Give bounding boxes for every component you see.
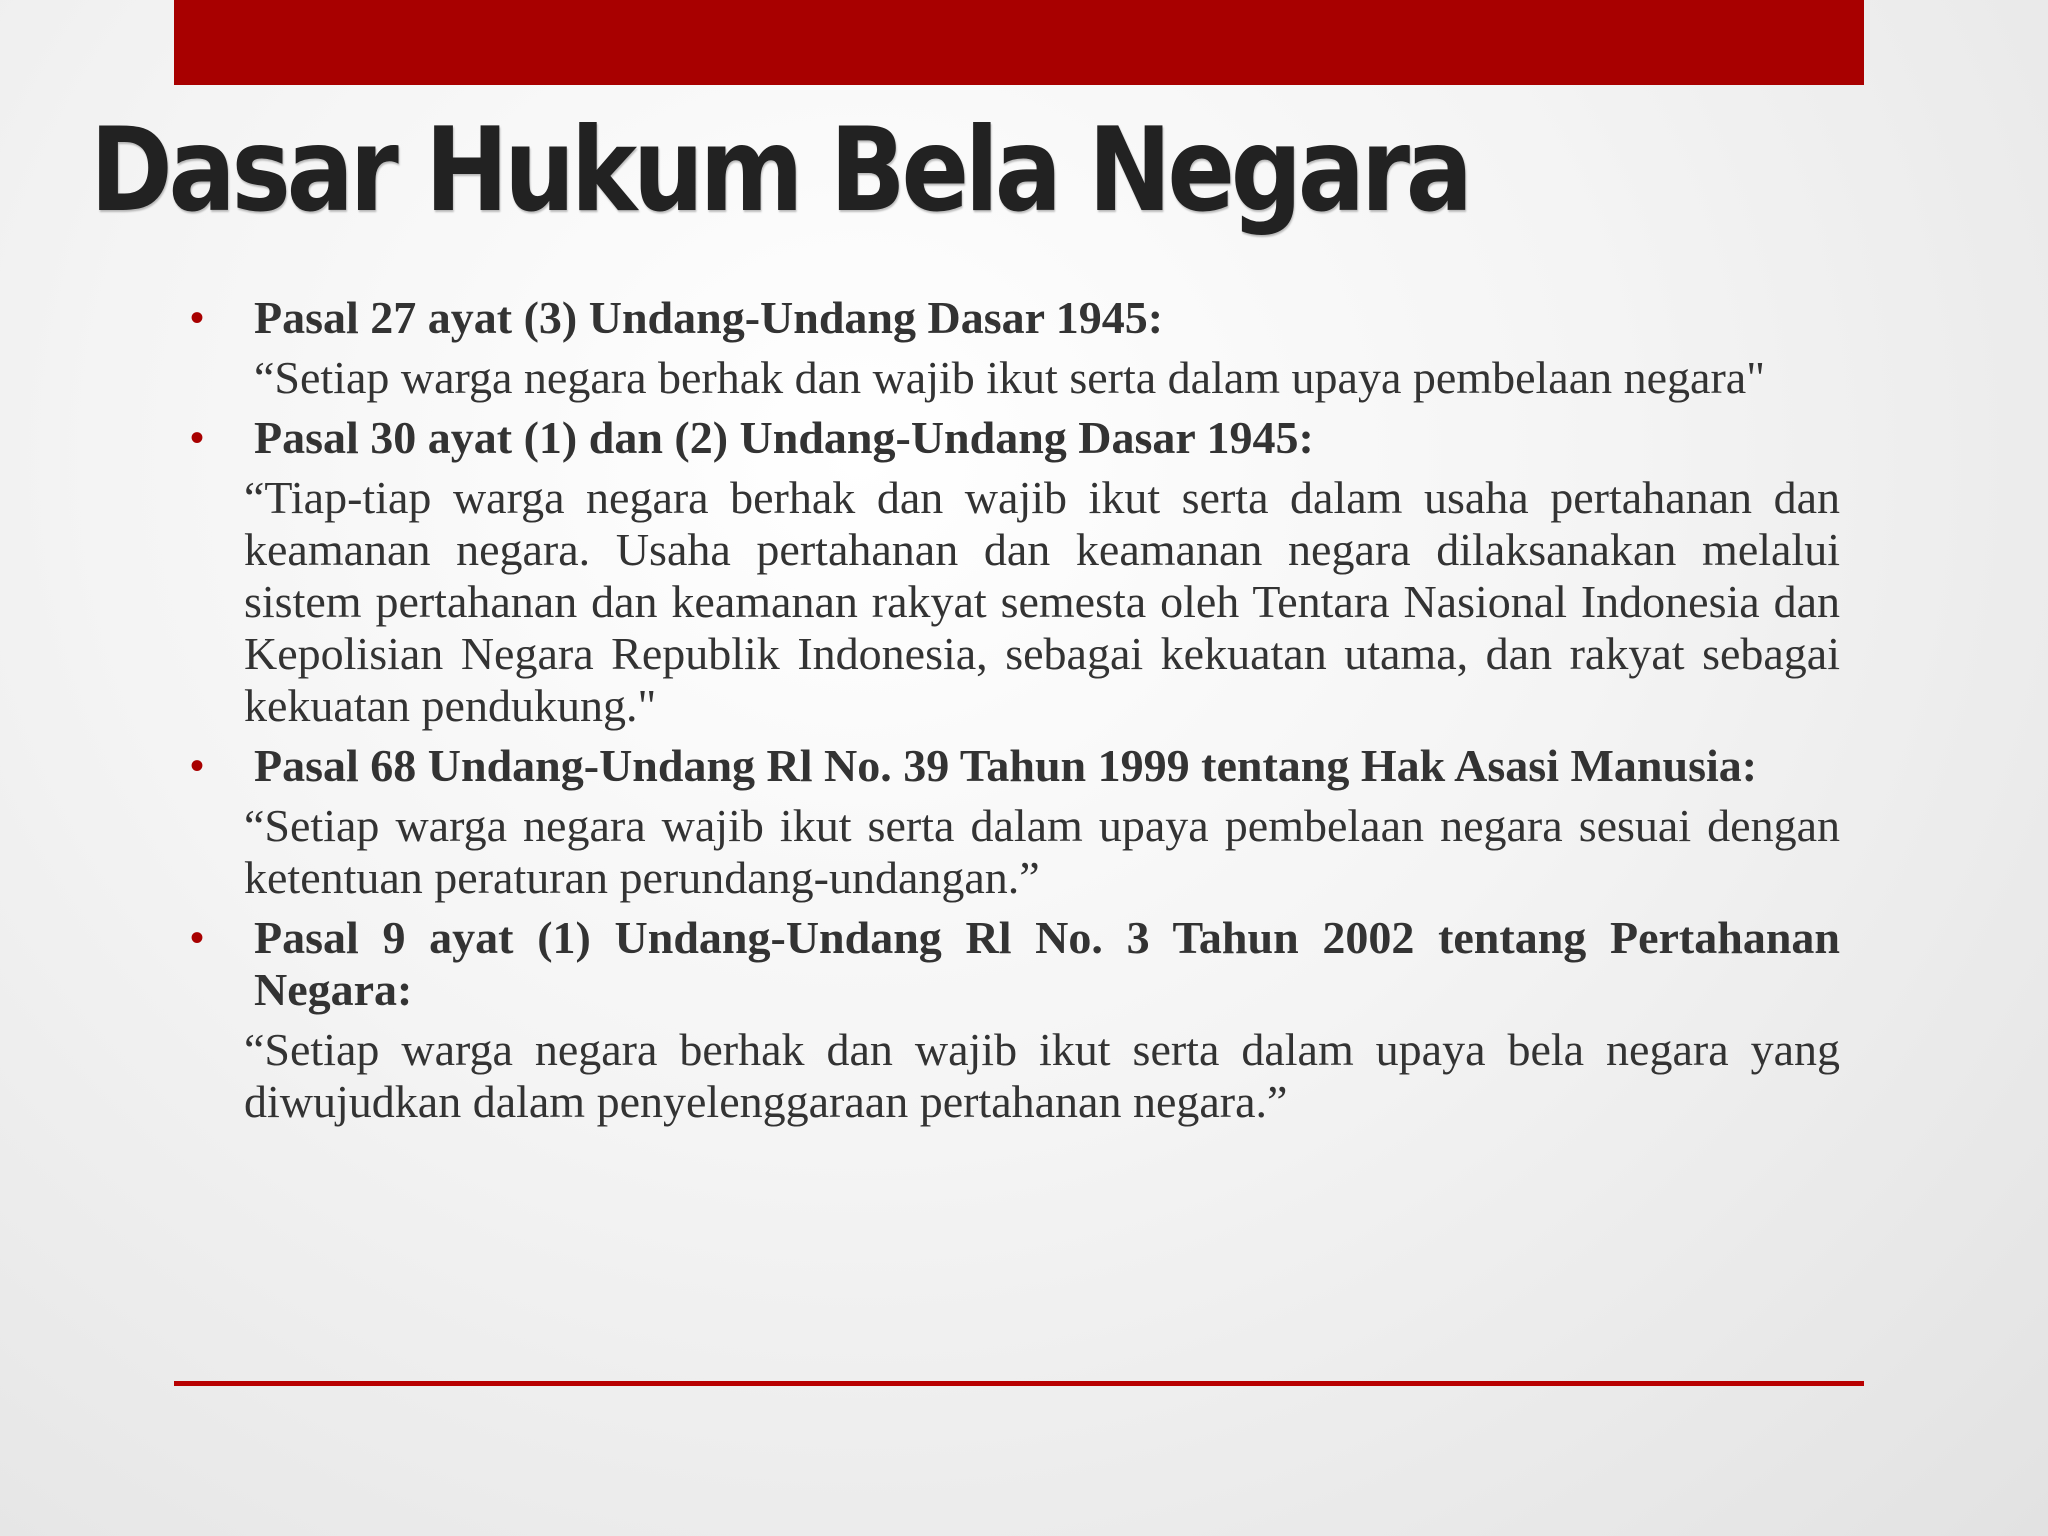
- bullet-heading-text: Pasal 68 Undang-Undang Rl No. 39 Tahun 1999 tentang Hak Asasi Manusia:: [254, 740, 1758, 791]
- list-item: [190, 292, 1840, 404]
- list-item: [190, 740, 1840, 904]
- bullet-quote: “Setiap warga negara berhak dan wajib ikut serta dalam upaya pembelaan negara": [254, 352, 1765, 403]
- bullet-heading: [190, 912, 1840, 1016]
- list-item: [190, 912, 1840, 1128]
- bullet-quote: “Tiap-tiap warga negara berhak dan wajib ikut serta dalam usaha pertahanan dan keamanan negara. Usaha pertahanan dan keamanan negara dilaksanakan melalui sistem pertahanan dan keamanan rakyat semesta oleh Tentara Nasional Indonesia dan Kepolisian Negara Republik Indonesia, sebagai kekuatan utama, dan rakyat sebagai kekuatan pendukung.": [244, 472, 1840, 731]
- bullet-icon: •: [190, 743, 205, 788]
- bullet-heading: [190, 292, 1840, 344]
- slide-content: [190, 292, 1840, 1128]
- top-accent-bar: [174, 0, 1864, 85]
- bullet-heading-text: Pasal 30 ayat (1) dan (2) Undang-Undang Dasar 1945:: [254, 412, 1314, 463]
- bullet-quote: “Setiap warga negara berhak dan wajib ikut serta dalam upaya bela negara yang diwujudkan dalam penyelenggaraan pertahanan negara.”: [244, 1024, 1840, 1127]
- bullet-quote: “Setiap warga negara wajib ikut serta dalam upaya pembelaan negara sesuai dengan ketentuan peraturan perundang-undangan.”: [244, 800, 1840, 903]
- bullet-heading: [190, 740, 1840, 792]
- slide-title: Dasar Hukum Bela Negara: [90, 103, 1469, 238]
- list-item: [190, 412, 1840, 732]
- bottom-divider: [174, 1381, 1864, 1386]
- bullet-heading-text: Pasal 9 ayat (1) Undang-Undang Rl No. 3 Tahun 2002 tentang Pertahanan Negara:: [254, 912, 1840, 1015]
- bullet-icon: •: [190, 915, 205, 960]
- bullet-heading: [190, 412, 1840, 464]
- bullet-icon: •: [190, 415, 205, 460]
- bullet-icon: •: [190, 295, 205, 340]
- bullet-heading-text: Pasal 27 ayat (3) Undang-Undang Dasar 1945:: [254, 292, 1164, 343]
